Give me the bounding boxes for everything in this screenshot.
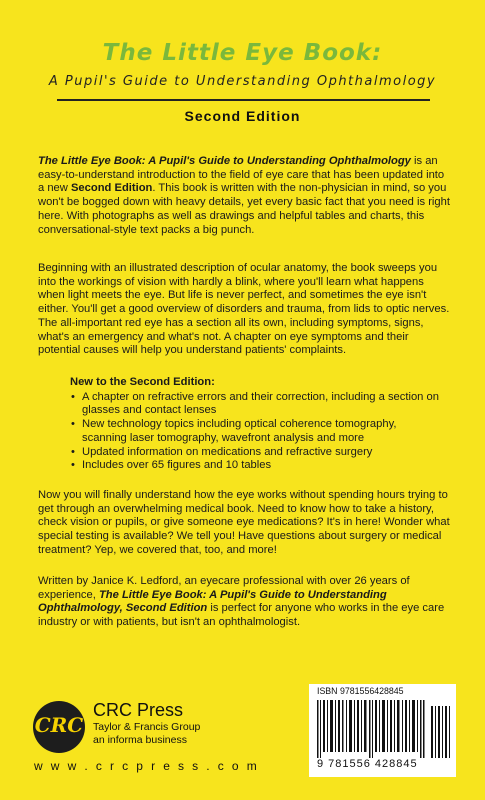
publisher-website: w w w . c r c p r e s s . c o m: [34, 759, 260, 773]
edition-label: Second Edition: [184, 108, 301, 124]
author-book-title: The Little Eye Book: A Pupil's Guide to Understanding Ophthalmology, Second Edition: [38, 588, 387, 615]
new-edition-heading: New to the Second Edition:: [70, 376, 215, 388]
list-item: • A chapter on refractive errors and their correction, including a section on glasses and contact lenses: [70, 391, 440, 418]
barcode-addon-icon: [431, 700, 451, 758]
barcode-panel: [309, 684, 456, 777]
list-item: • Updated information on medications and refractive surgery: [70, 446, 440, 460]
intro-text-1: is an easy-to-understand introduction to the field of eye care that has been updated into a new: [38, 155, 445, 195]
intro-book-title: The Little Eye Book: A Pupil's Guide to Understanding Ophthalmology: [38, 155, 411, 167]
author-text-2: is perfect for anyone who works in the eye care industry or with patients, but isn't an ophthalmologist.: [38, 602, 445, 629]
barcode-digits: 9 781556 428845: [317, 758, 418, 770]
publisher-name: CRC Press: [93, 700, 184, 720]
new-edition-list: [70, 391, 440, 473]
intro-edition: Second Edition: [70, 182, 153, 195]
crc-logo: [33, 701, 85, 753]
title-divider: [57, 99, 430, 101]
anatomy-paragraph: Beginning with an illustrated description of ocular anatomy, the book sweeps you into the workings of vision with hardly a blink, where you'll learn what happens when light meets the eye. But life is never perfect, and sometimes the eye isn't either. You'll get a good overview of disorders and trauma, from lids to optic nerves. The all-important red eye has a section all its own, including symptoms, signs, what's an emergency and what's not. A chapter on eye symptoms and their potential causes will help you understand patients' complaints.: [38, 262, 450, 357]
list-item: • New technology topics including optical coherence tomography, scanning laser tomography, wavefront analysis and more: [70, 418, 440, 445]
isbn-label: ISBN 9781556428845: [317, 686, 404, 696]
list-item: • Includes over 65 figures and 10 tables: [70, 459, 440, 473]
intro-paragraph: [38, 155, 450, 237]
intro-text-2: . This book is written with the non-physician in mind, so you won't be bogged down with heavy details, yet every basic fact that you need is right here. With photographs as well as drawings and helpful tables and charts, this conversational-style text packs a big punch.: [38, 182, 450, 236]
publisher-block: [93, 700, 200, 747]
crc-logo-text: CRC: [34, 713, 84, 737]
barcode-icon: [317, 700, 427, 758]
publisher-group: Taylor & Francis Group: [93, 721, 201, 733]
understanding-paragraph: Now you will finally understand how the eye works without spending hours trying to get through an overwhelming medical book. Need to know how to take a history, check vision or pupils, or give someone eye medications? It's in here! Wonder what special testing is available? We tell you! Have questions about surgery or medical treatment? Yep, we covered that, too, and more!: [38, 489, 450, 556]
publisher-tagline: an informa business: [93, 734, 187, 746]
author-paragraph: [38, 575, 450, 630]
author-text-1: Written by Janice K. Ledford, an eyecare professional with over 26 years of experience,: [38, 575, 410, 601]
new-edition-section: [70, 376, 440, 473]
book-title: The Little Eye Book:: [102, 40, 383, 66]
book-subtitle: A Pupil's Guide to Understanding Ophthalmology: [48, 74, 437, 89]
